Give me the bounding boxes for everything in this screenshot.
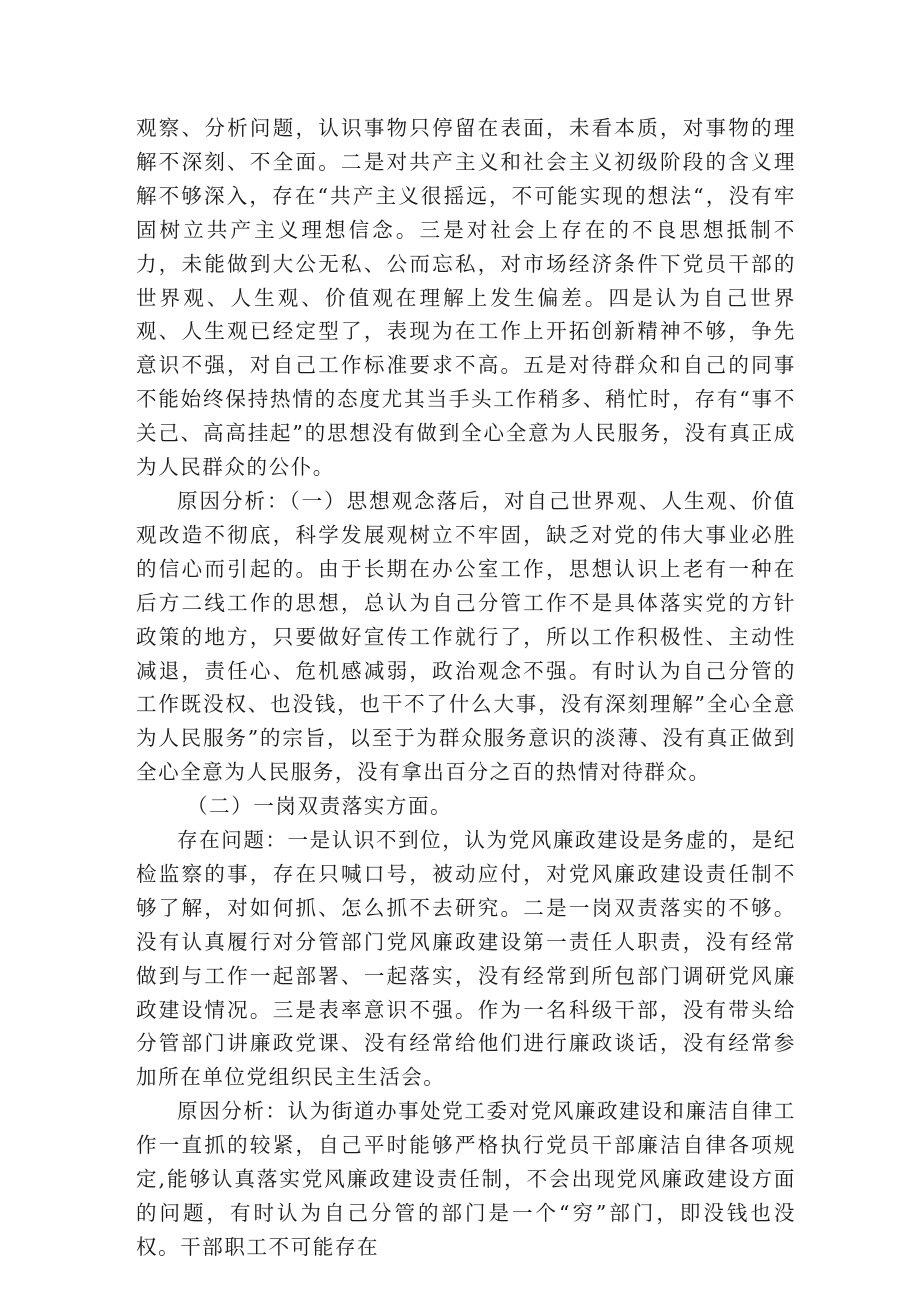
- paragraph-cause-analysis-2: 原因分析：认为街道办事处党工委对党风廉政建设和廉洁自律工作一直抓的较紧，自己平时能够严格执行党员干部廉洁自律各项规定,能够认真落实党风廉政建设责任制，不会出现党风廉政建设方面的问题，有时认为自己分管的部门是一个“穷”部门，即没钱也没权。干部职工不可能存在: [136, 1099, 796, 1259]
- paragraph-continued-problems: 观察、分析问题，认识事物只停留在表面，未看本质，对事物的理解不深刻、不全面。二是对共产主义和社会主义初级阶段的含义理解不够深入，存在“共产主义很摇远，不可能实现的想法“，没有牢固树立共产主义理想信念。三是对社会上存在的不良思想抵制不力，未能做到大公无私、公而忘私，对市场经济条件下党员干部的世界观、人生观、价值观在理解上发生偏差。四是认为自己世界观、人生观已经定型了，表现为在工作上开拓创新精神不够，争先意识不强，对自己工作标准要求不高。五是对待群众和自己的同事不能始终保持热情的态度尤其当手头工作稍多、稍忙时，存有“事不关己、高高挂起”的思想没有做到全心全意为人民服务，没有真正成为人民群众的公仆。: [136, 116, 796, 480]
- paragraph-cause-analysis-1: 原因分析：（一）思想观念落后，对自己世界观、人生观、价值观改造不彻底，科学发展观树立不牢固，缺乏对党的伟大事业必胜的信心而引起的。由于长期在办公室工作，思想认识上老有一种在后方二线工作的思想，总认为自己分管工作不是具体落实党的方针政策的地方，只要做好宣传工作就行了，所以工作积极性、主动性减退，责任心、危机感减弱，政治观念不强。有时认为自己分管的工作既没权、也没钱，也干不了什么大事，没有深刻理解”全心全意为人民服务”的宗旨，以至于为群众服务意识的淡薄、没有真正做到全心全意为人民服务，没有拿出百分之百的热情对待群众。: [136, 488, 796, 785]
- paragraph-existing-problems-2: 存在问题：一是认识不到位，认为党风廉政建设是务虚的，是纪检监察的事，存在只喊口号，被动应付，对党风廉政建设责任制不够了解，对如何抓、怎么抓不去研究。二是一岗双责落实的不够。没有认真履行对分管部门党风廉政建设第一责任人职责，没有经常做到与工作一起部署、一起落实，没有经常到所包部门调研党风廉政建设情况。三是表率意识不强。作为一名科级干部，没有带头给分管部门讲廉政党课、没有经常给他们进行廉政谈话，没有经常参加所在单位党组织民主生活会。: [136, 828, 796, 1090]
- section-heading-2: （二）一岗双责落实方面。: [187, 794, 453, 819]
- document-body: [136, 112, 796, 1265]
